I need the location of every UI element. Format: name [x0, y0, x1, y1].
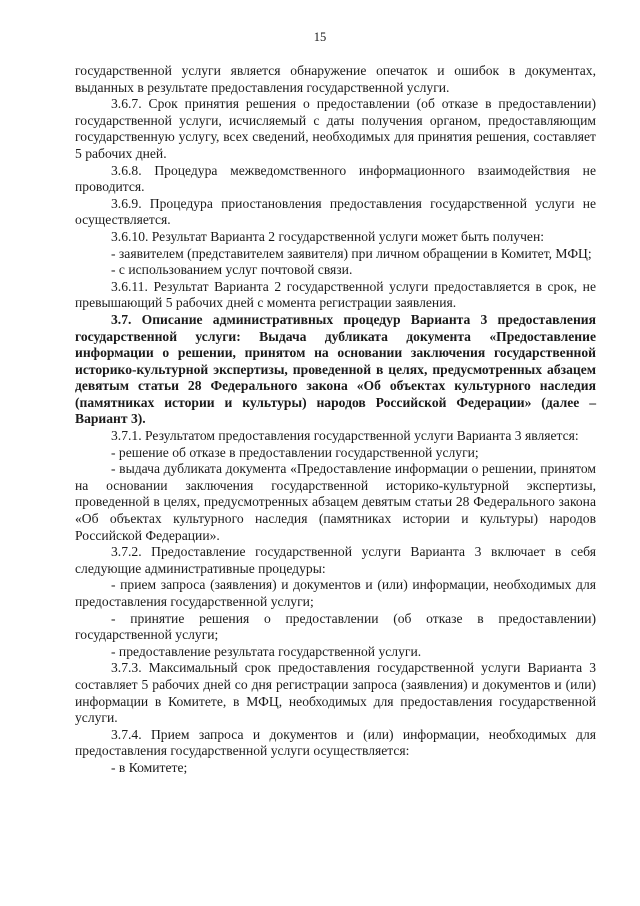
section-heading-paragraph: 3.7. Описание административных процедур Варианта 3 предоставления государственной услуги: Выдача дубликата документа «Предоставление информации о решении, принятом на основании заключения государственной историко-культурной экспертизы, проведенной в целях, предусмотренных абзацем девятым статьи 28 Федерального закона «Об объектах культурного наследия (памятниках истории и культуры) народов Российской Федерации» (далее – Вариант 3).	[75, 311, 596, 427]
body-paragraph: 3.6.11. Результат Варианта 2 государственной услуги предоставляется в срок, не превышающий 5 рабочих дней с момента регистрации заявления.	[75, 278, 596, 311]
body-paragraph: - решение об отказе в предоставлении государственной услуги;	[111, 444, 479, 460]
body-paragraph: - с использованием услуг почтовой связи.	[111, 262, 353, 278]
body-paragraph: 3.7.1. Результатом предоставления государственной услуги Варианта 3 является:	[111, 428, 579, 444]
body-paragraph: - прием запроса (заявления) и документов и (или) информации, необходимых для предоставления государственной услуги;	[75, 577, 596, 609]
document-body	[75, 63, 596, 777]
body-paragraph: государственной услуги является обнаружение опечаток и ошибок в документах, выданных в результате предоставления государственной услуги.	[75, 63, 596, 95]
body-paragraph: - предоставление результата государственной услуги.	[111, 643, 422, 659]
body-paragraph: 3.7.3. Максимальный срок предоставления государственной услуги Варианта 3 составляет 5 рабочих дней со дня регистрации запроса (заявления) и документов и (или) информации в Комитете, в МФЦ, необходимых для предоставления государственной услуги.	[75, 660, 596, 726]
body-paragraph: 3.6.10. Результат Варианта 2 государственной услуги может быть получен:	[111, 228, 545, 244]
body-paragraph: - принятие решения о предоставлении (об отказе в предоставлении) государственной услуги;	[75, 610, 596, 643]
body-paragraph: 3.7.2. Предоставление государственной услуги Варианта 3 включает в себя следующие административные процедуры:	[75, 544, 596, 576]
body-paragraph: - заявителем (представителем заявителя) при личном обращении в Комитет, МФЦ;	[111, 245, 592, 261]
body-paragraph: 3.6.7. Срок принятия решения о предоставлении (об отказе в предоставлении) государственной услуги, исчисляемый с даты получения органом, предоставляющим государственную услугу, всех сведений, необходимых для принятия решения, составляет 5 рабочих дней.	[75, 96, 596, 161]
body-paragraph: 3.7.4. Прием запроса и документов и (или) информации, необходимых для предоставления государственной услуги осуществляется:	[75, 726, 596, 759]
page-number: 15	[313, 30, 327, 44]
body-paragraph: - в Комитете;	[111, 759, 188, 775]
body-paragraph: 3.6.8. Процедура межведомственного информационного взаимодействия не проводится.	[75, 162, 596, 195]
body-paragraph: 3.6.9. Процедура приостановления предоставления государственной услуги не осуществляется.	[75, 195, 596, 228]
body-paragraph: - выдача дубликата документа «Предоставление информации о решении, принятом на основании заключения государственной историко-культурной экспертизы, проведенной в целях, предусмотренных абзацем девятым статьи 28 Федерального закона «Об объектах культурного наследия (памятниках истории и культуры) народов Российской Федерации».	[75, 461, 596, 543]
